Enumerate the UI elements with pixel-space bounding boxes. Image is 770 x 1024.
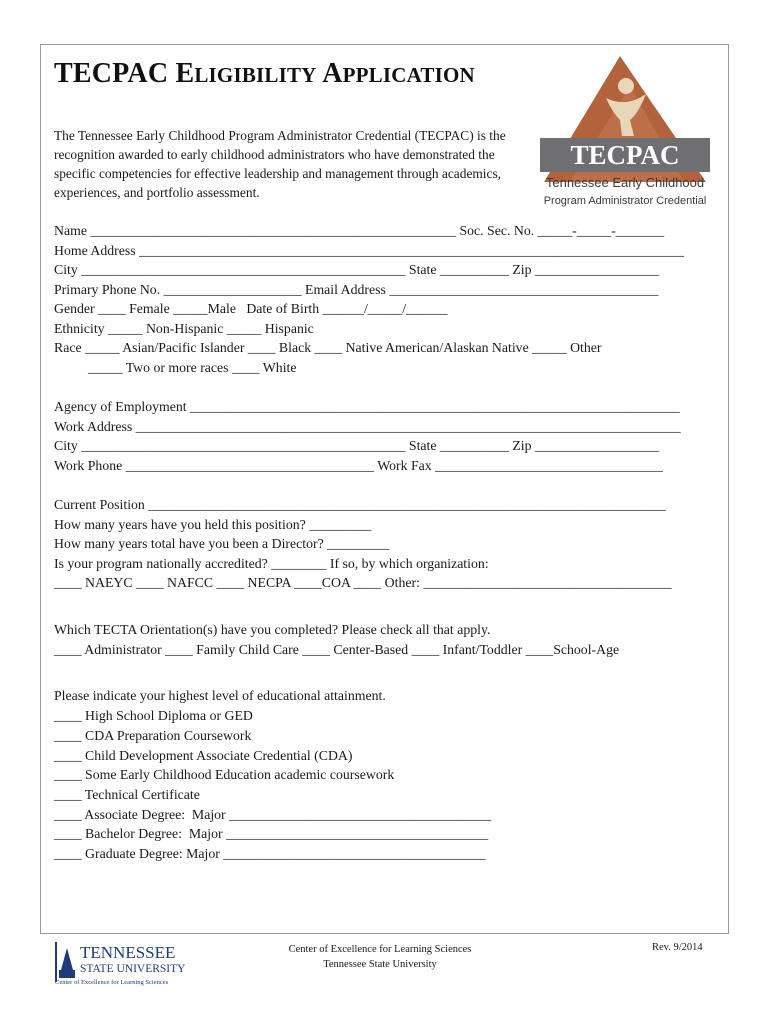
orientation-options-line[interactable]: ____ Administrator ____ Family Child Care ____ Center-Based ____ Infant/Toddler ____School-Age bbox=[54, 642, 620, 657]
accreditation-org-line[interactable]: ____ NAEYC ____ NAFCC ____ NECPA ____COA ____ Other: ____________________________________ bbox=[54, 575, 672, 590]
home-address-line[interactable]: Home Address _______________________________________________________________________________ bbox=[54, 242, 685, 258]
education-option-associate[interactable]: ____ Associate Degree: Major ______________________________________ bbox=[54, 807, 492, 822]
education-question: Please indicate your highest level of educational attainment. bbox=[54, 688, 386, 703]
race-line-2[interactable]: _____ Two or more races ____ White bbox=[88, 359, 297, 375]
phone-email-line[interactable]: Primary Phone No. ____________________ Email Address _______________________________________ bbox=[54, 281, 659, 297]
work-phone-fax-line[interactable]: Work Phone ____________________________________ Work Fax _________________________________ bbox=[54, 457, 663, 473]
agency-line[interactable]: Agency of Employment _______________________________________________________________________ bbox=[54, 399, 680, 414]
tsu-name-line3: Center of Excellence for Learning Sciences bbox=[55, 979, 169, 986]
race-line[interactable]: Race _____ Asian/Pacific Islander ____ Black ____ Native American/Alaskan Native _____ Other bbox=[54, 340, 602, 355]
orientation-question: Which TECTA Orientation(s) have you completed? Please check all that apply. bbox=[54, 622, 491, 637]
logo-line1: Tennessee Early Childhood bbox=[545, 175, 705, 190]
tsu-logo bbox=[53, 940, 193, 986]
revision-date: Rev. 9/2014 bbox=[652, 942, 703, 953]
gender-dob-line[interactable]: Gender ____ Female _____Male Date of Birth ______/_____/______ bbox=[54, 301, 448, 316]
footer-center-line1: Center of Excellence for Learning Sciences bbox=[288, 944, 472, 955]
accredited-line[interactable]: Is your program nationally accredited? ________ If so, by which organization: bbox=[54, 555, 489, 571]
tsu-name-line2: STATE UNIVERSITY bbox=[80, 963, 186, 975]
tecpac-logo bbox=[534, 50, 716, 210]
years-position-line[interactable]: How many years have you held this position? _________ bbox=[54, 516, 372, 532]
work-address-line[interactable]: Work Address _______________________________________________________________________________ bbox=[54, 418, 681, 434]
education-option-cda-prep[interactable]: ____ CDA Preparation Coursework bbox=[54, 728, 252, 743]
education-option-bachelor[interactable]: ____ Bachelor Degree: Major ______________________________________ bbox=[54, 826, 489, 841]
name-line[interactable]: Name _____________________________________________________ Soc. Sec. No. _____-_____-_______ bbox=[54, 223, 665, 238]
work-city-state-zip-line[interactable]: City _______________________________________________ State __________ Zip __________________ bbox=[54, 438, 660, 453]
education-option-technical[interactable]: ____ Technical Certificate bbox=[54, 787, 200, 802]
logo-line2: Program Administrator Credential bbox=[543, 195, 707, 207]
education-option-graduate[interactable]: ____ Graduate Degree: Major ______________________________________ bbox=[54, 846, 486, 861]
city-state-zip-line[interactable]: City _______________________________________________ State __________ Zip __________________ bbox=[54, 262, 660, 277]
education-option-cda[interactable]: ____ Child Development Associate Credential (CDA) bbox=[54, 748, 353, 763]
footer-center-text bbox=[250, 942, 510, 972]
tower-icon bbox=[61, 948, 73, 970]
tsu-name-line1: TENNESSEE bbox=[80, 943, 176, 962]
education-option-hs[interactable]: ____ High School Diploma or GED bbox=[54, 708, 253, 723]
years-director-line[interactable]: How many years total have you been a Director? _________ bbox=[54, 536, 390, 551]
page-title: TECPAC ELIGIBILITY APPLICATION bbox=[54, 58, 475, 89]
current-position-line[interactable]: Current Position ___________________________________________________________________________ bbox=[54, 497, 666, 512]
footer-center-line2: Tennessee State University bbox=[323, 959, 437, 970]
intro-paragraph: The Tennessee Early Childhood Program Administrator Credential (TECPAC) is the recognition awarded to early childhood administrators who have demonstrated the specific competencies for effective leadership and management through academics, experiences, and portfolio assessment. bbox=[54, 128, 506, 200]
figure-icon bbox=[618, 78, 634, 94]
logo-acronym: TECPAC bbox=[570, 140, 680, 170]
ethnicity-line[interactable]: Ethnicity _____ Non-Hispanic _____ Hispanic bbox=[54, 320, 314, 336]
education-option-ece-coursework[interactable]: ____ Some Early Childhood Education academic coursework bbox=[54, 767, 395, 782]
